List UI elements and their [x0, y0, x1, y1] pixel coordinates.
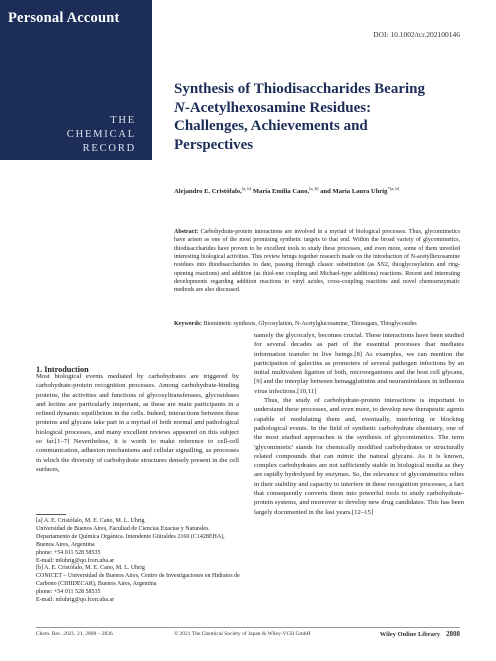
- author-affiliation-mark: *[a, b]: [387, 186, 400, 191]
- affiliation-email[interactable]: E-mail: mluhrig@qo.fcen.uba.ar: [36, 597, 115, 604]
- affiliation-line: Universidad de Buenos Aires, Facultad de Ciencias Exactas y Naturales. Departamento de Química Orgánica. Intendente Güiraldes 2160 (C1428EHA), Buenos Aires, Argentina: [36, 525, 225, 548]
- affiliation-line: phone: +54 011 528 58535: [36, 549, 101, 556]
- title-line: Challenges, Achievements and: [174, 118, 368, 134]
- journal-name: [0, 114, 136, 156]
- article-title: [174, 80, 464, 154]
- body-column-right: [254, 331, 464, 517]
- body-paragraph: Most biological events mediated by carbohydrates are triggered by carbohydrate-protein recognition processes. Among carbohydrate-binding proteins, the activities and functions of glycosyltransferases, glycosidases and lectins are particularly important, as these are main participants in a refined dynamic equilibrium in the cells. Indeed, interactions between these proteins and glycans take part in a myriad of both normal and pathological biological processes, and many excellent reviews appeared on this subject so far.[1–7] Nevertheless, it is worth to make reference to cell-cell communication, adhesion mechanisms and cellular signalling, as processes in which the diversity of carbohydrate structures densely present in the cell surfaces,: [36, 373, 239, 473]
- article-type-label: Personal Account: [8, 10, 120, 26]
- publisher-link[interactable]: Wiley Online Library: [379, 631, 440, 638]
- title-line: Perspectives: [174, 136, 254, 153]
- journal-name-line: CHEMICAL: [66, 129, 136, 140]
- title-line: Synthesis of Thiodisaccharides Bearing: [174, 81, 426, 97]
- author-affiliation-mark: [a, b]: [309, 186, 319, 191]
- title-italic-n: N: [174, 99, 185, 116]
- footer-divider: [36, 627, 460, 628]
- page-number: 2808: [446, 630, 460, 638]
- affiliation-line: CONICET – Universidad de Buenos Aires, Centro de Investigaciones en Hidratos de Carbono (CIHIDECAR), Buenos Aires, Argentina: [36, 573, 240, 588]
- author-name: María Emilia Cano,: [252, 188, 310, 196]
- abstract: [174, 228, 460, 295]
- affiliation-line: [a] A. E. Cristófalo, M. E. Cano, M. L. Uhrig: [36, 518, 145, 524]
- title-line-rest: -Acetylhexosamine Residues:: [184, 99, 372, 116]
- keywords: [174, 320, 460, 328]
- keywords-text: Biomimetic synthesis, Glycosylation, N-Acetylglucosamine, Thiosugars, Thioglycosides: [203, 321, 417, 327]
- author-name: Alejandro E. Cristófalo,: [174, 188, 242, 196]
- affiliation-line: phone: +54 011 528 58535: [36, 589, 101, 596]
- affiliation-email[interactable]: E-mail: mluhrig@qo.fcen.uba.ar: [36, 557, 115, 564]
- affiliations: [36, 518, 241, 605]
- footnote-divider: [36, 514, 66, 515]
- body-column-left: [36, 372, 239, 474]
- author-name: and María Laura Uhrig: [320, 188, 388, 196]
- journal-name-line: THE: [110, 115, 136, 126]
- citation: Chem. Rec. 2021, 21, 2808 – 2836: [36, 631, 113, 637]
- affiliation-line: [b] A. E. Cristófalo, M. E. Cano, M. L. Uhrig: [36, 565, 145, 572]
- body-paragraph: namely the glycocalyx, becomes crucial. These interactions have been studied for several decades as part of the essential processes that mediates information transfer in live beings.[8] As examples, we can mention the participation of galectins as promoters of several pathogen infections by an initial multivalent ligation of both, microorganisms and the host cell glycans,[9] and the interplay between hemagglutinins and neuraminidases in influenza virus infections.[10,11]: [254, 332, 464, 395]
- abstract-label: Abstract:: [174, 229, 199, 235]
- author-affiliation-mark: [a, b]: [241, 186, 252, 191]
- journal-name-line: RECORD: [82, 143, 136, 154]
- abstract-text: Carbohydrate-protein interactions are involved in a myriad of biological processes. Thus, glycomimetics have arisen as one of the most promising synthetic targets to that end. Within the broad variety of glycomimetics, thiodisaccharides have proven to be excellent tools to study these processes, and even more, some of them unveiled interesting biological activities. This review brings together research made on the introduction of N-acetylhexosamine residues into thiodisaccharides to date, passing through classic substitution (as SN2, thioglycosylation and ring-opening reactions) and addition (as thiol-ene coupling and Michael-type additions) reactions. Recent and interesting developments regarding addition reactions to vinyl azides, cross-coupling reactions and novel chemoenzymatic methods are also discussed.: [174, 229, 460, 294]
- body-paragraph: Thus, the study of carbohydrate-protein interactions is important to understand these processes, and even more, to develop new therapeutic agents capable of modulating them and, eventually, interfering or blocking pathological events. In the field of synthetic carbohydrate chemistry, one of the most studied approaches is the synthesis of glycomimetics. The term 'glycomimetic' stands for chemically modified carbohydrates or structurally related compounds that can mimic the natural glycans. As it is known, complex carbohydrates are not sufficiently stable in biological media as they are rapidly hydrolysed by enzymes. So, the relevance of glycomimetics relies in their stability and capacity to interfere in these recognition processes, a fact that consequently converts them into powerful tools to study carbohydrate-protein systems, and moreover to develop new drug candidates. This has been largely documented in the last years.[12–15]: [254, 397, 464, 516]
- publisher-and-page: [380, 630, 460, 638]
- keywords-label: Keywords:: [174, 321, 202, 327]
- doi[interactable]: DOI: 10.1002/tcr.202100146: [373, 30, 460, 39]
- journal-banner: [0, 0, 152, 160]
- copyright: © 2021 The Chemical Society of Japan & Wiley-VCH GmbH: [174, 631, 311, 637]
- section-heading: 1. Introduction: [36, 365, 89, 374]
- author-list: [174, 186, 474, 195]
- title-line: [174, 99, 464, 118]
